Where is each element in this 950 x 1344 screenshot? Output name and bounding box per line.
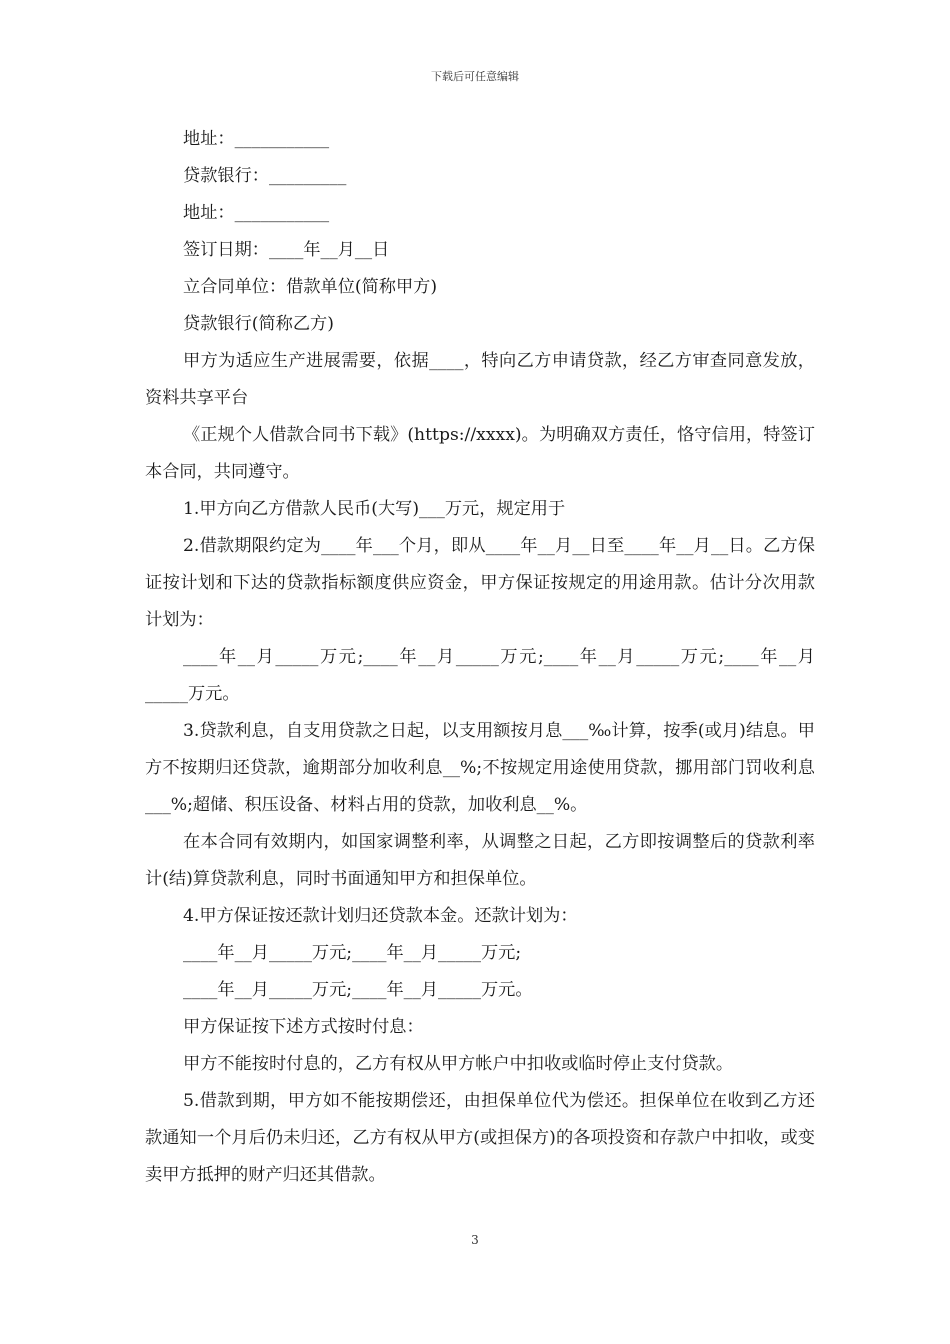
preamble-continuation: 《正规个人借款合同书下载》(https://xxxx)。为明确双方责任，恪守信用，特签订本合同，共同遵守。 xyxy=(145,425,815,482)
clause-2: 2.借款期限约定为____年___个月，即从____年__月__日至____年__月__日。乙方保证按计划和下达的贷款指标额度供应资金，甲方保证按规定的用途用款。估计分次用款计划为： xyxy=(145,536,815,630)
interest-payment-method: 甲方保证按下述方式按时付息： xyxy=(183,1017,424,1037)
usage-plan: ____年__月_____万元;____年__月_____万元;____年__月_____万元;____年__月_____万元。 xyxy=(145,647,815,704)
repayment-plan-line-1: ____年__月_____万元;____年__月_____万元; xyxy=(183,943,522,963)
repayment-plan-line-2: ____年__月_____万元;____年__月_____万元。 xyxy=(183,980,533,1000)
party-a-address: 地址：___________ xyxy=(183,129,330,149)
clause-4: 4.甲方保证按还款计划归还贷款本金。还款计划为： xyxy=(183,906,578,926)
late-interest-paragraph: 甲方不能按时付息的，乙方有权从甲方帐户中扣收或临时停止支付贷款。 xyxy=(183,1054,734,1074)
preamble-paragraph: 甲方为适应生产进展需要，依据____，特向乙方申请贷款，经乙方审查同意发放，资料共享平台 xyxy=(145,351,815,408)
clause-5: 5.借款到期，甲方如不能按期偿还，由担保单位代为偿还。担保单位在收到乙方还款通知一个月后仍未归还，乙方有权从甲方(或担保方)的各项投资和存款户中扣收，或变卖甲方抵押的财产归还其借款。 xyxy=(145,1091,815,1185)
contracting-party-b: 贷款银行(简称乙方) xyxy=(183,314,334,334)
lender-bank: 贷款银行：_________ xyxy=(183,166,347,186)
contracting-party-a: 立合同单位：借款单位(简称甲方) xyxy=(183,277,438,297)
rate-adjustment-paragraph: 在本合同有效期内，如国家调整利率，从调整之日起，乙方即按调整后的贷款利率计(结)算贷款利息，同时书面通知甲方和担保单位。 xyxy=(145,832,815,889)
clause-3: 3.贷款利息，自支用贷款之日起，以支用额按月息___‰计算，按季(或月)结息。甲方不按期归还贷款，逾期部分加收利息__%;不按规定用途使用贷款，挪用部门罚收利息___%;超储、积压设备、材料占用的贷款，加收利息__%。 xyxy=(145,721,815,815)
clause-1: 1.甲方向乙方借款人民币(大写)___万元，规定用于 xyxy=(183,499,566,519)
page-number: 3 xyxy=(471,1233,479,1247)
signing-date: 签订日期：____年__月__日 xyxy=(183,240,390,260)
header-note: 下载后可任意编辑 xyxy=(431,70,519,83)
contract-body xyxy=(145,121,815,1194)
lender-address: 地址：___________ xyxy=(183,203,330,223)
